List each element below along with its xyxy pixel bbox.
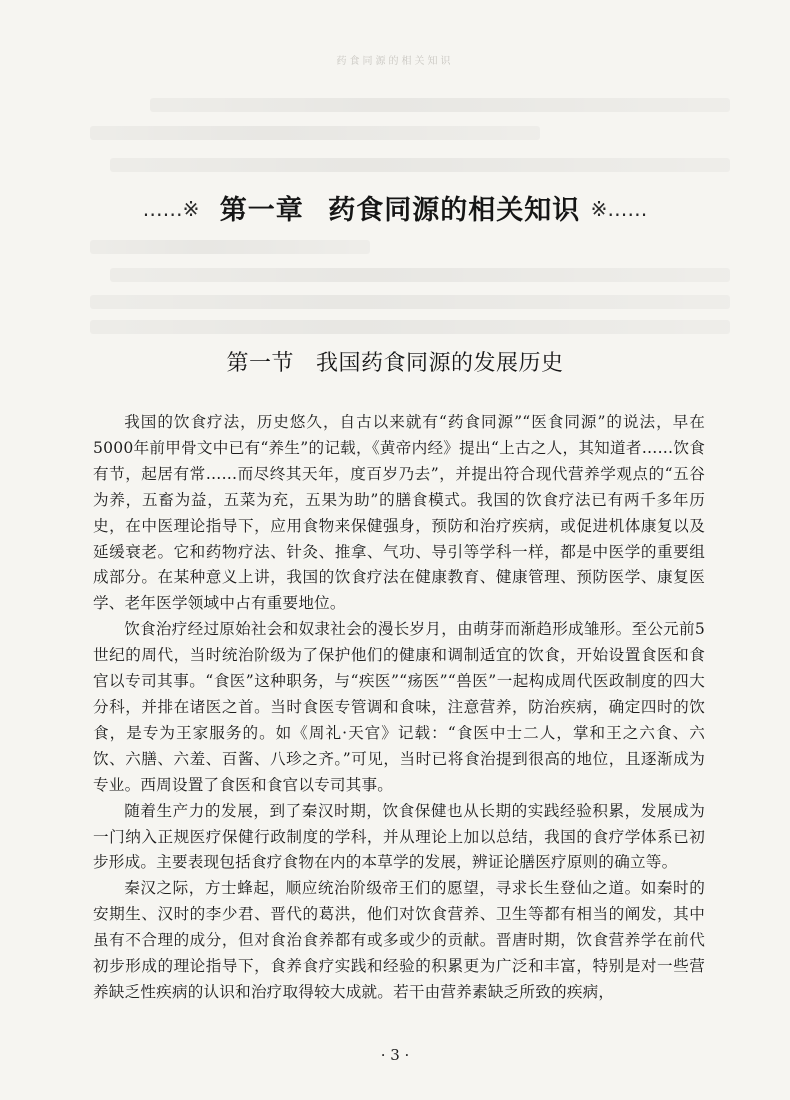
chapter-title [0,188,790,227]
show-through [90,295,730,309]
ornament-right: ※…… [590,197,648,221]
show-through [90,126,540,140]
running-head: 药食同源的相关知识 [336,56,454,67]
paragraph: 随着生产力的发展，到了秦汉时期，饮食保健也从长期的实践经验积累，发展成为一门纳入正规医疗保健行政制度的学科，并从理论上加以总结，我国的食疗学体系已初步形成。主要表现包括食疗食物在内的本草学的发展，辨证论膳医疗原则的确立等。 [93,801,705,872]
show-through [90,240,370,254]
show-through [90,320,730,334]
chapter-name: 药食同源的相关知识 [328,195,581,226]
page-number: · 3 · [380,1046,410,1064]
paragraph: 我国的饮食疗法，历史悠久，自古以来就有“药食同源”“医食同源”的说法，早在5000年前甲骨文中已有“养生”的记载，《黄帝内经》提出“上古之人，其知道者……饮食有节，起居有常……而尽终其天年，度百岁乃去”，并提出符合现代营养学观点的“五谷为养，五畜为益，五菜为充，五果为助”的膳食模式。我国的饮食疗法已有两千多年历史，在中医理论指导下，应用食物来保健强身，预防和治疗疾病，或促进机体康复以及延缓衰老。它和药物疗法、针灸、推拿、气功、导引等学科一样，都是中医学的重要组成部分。在某种意义上讲，我国的饮食疗法在健康教育、健康管理、预防医学、康复医学、老年医学领域中占有重要地位。 [93,413,705,613]
show-through [110,158,730,172]
section-name: 我国药食同源的发展历史 [316,351,564,376]
section-number: 第一节 [226,351,294,376]
chapter-number: 第一章 [219,195,304,226]
section-title [0,346,790,377]
paragraph: 秦汉之际，方士蜂起，顺应统治阶级帝王们的愿望，寻求长生登仙之道。如秦时的安期生、汉时的李少君、晋代的葛洪，他们对饮食营养、卫生等都有相当的阐发，其中虽有不合理的成分，但对食治食养都有或多或少的贡献。晋唐时期，饮食营养学在前代初步形成的理论指导下，食养食疗实践和经验的积累更为广泛和丰富，特别是对一些营养缺乏性疾病的认识和治疗取得较大成就。若干由营养素缺乏所致的疾病， [93,879,705,1001]
show-through [110,268,730,282]
show-through [150,98,730,112]
paragraph: 饮食治疗经过原始社会和奴隶社会的漫长岁月，由萌芽而渐趋形成雏形。至公元前5世纪的周代，当时统治阶级为了保护他们的健康和调制适宜的饮食，开始设置食医和食官以专司其事。“食医”这种职务，与“疾医”“疡医”“兽医”一起构成周代医政制度的四大分科，并排在诸医之首。当时食医专管调和食味，注意营养，防治疾病，确定四时的饮食，是专为王家服务的。如《周礼·天官》记载：“食医中士二人，掌和王之六食、六饮、六膳、六羞、百酱、八珍之齐。”可见，当时已将食治提到很高的地位，且逐渐成为专业。西周设置了食医和食官以专司其事。 [93,620,705,794]
body-text [93,410,705,1006]
ornament-left: ……※ [142,197,200,221]
